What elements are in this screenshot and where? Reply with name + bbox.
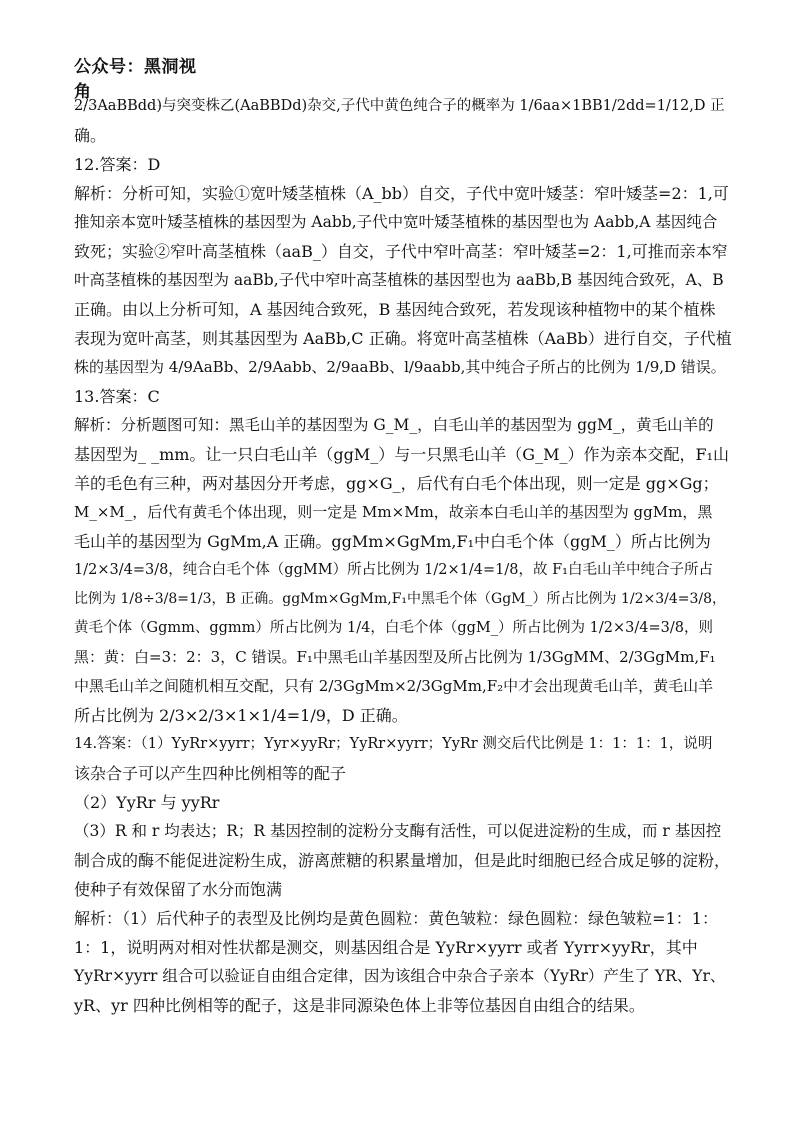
- text-line: 叶高茎植株的基因型为 aaBb,子代中窄叶高茎植株的基因型也为 aaBb,B 基因纯合致死，A、B: [74, 271, 724, 289]
- text-line: 推知亲本宽叶矮茎植株的基因型为 Aabb,子代中宽叶矮茎植株的基因型也为 Aabb,A 基因纯合: [74, 213, 718, 231]
- text-line: 正确。由以上分析可知，A 基因纯合致死，B 基因纯合致死，若发现该种植物中的某个植株: [74, 300, 716, 319]
- text-line: 中黑毛山羊之间随机相互交配，只有 2/3GgMm×2/3GgMm,F₂中才会出现黄毛山羊，黄毛山羊: [74, 677, 714, 695]
- text-line: 羊的毛色有三种，两对基因分开考虑，gg×G_，后代有白毛个体出现，则一定是 gg×Gg；: [74, 474, 719, 493]
- text-line: 表现为宽叶高茎，则其基因型为 AaBb,C 正确。将宽叶高茎植株（AaBb）进行自交，子代植: [74, 329, 732, 348]
- text-line: （3）R 和 r 均表达；R；R 基因控制的淀粉分支酶有活性，可以促进淀粉的生成，而 r 基因控: [74, 822, 722, 840]
- answer-heading-14: 14.答案：（1）YyRr×yyrr；Yyr×yyRr；YyRr×yyrr；YyRr 测交后代比例是 1：1：1：1，说明: [74, 736, 713, 752]
- text-line: 使种子有效保留了水分而饱满: [74, 880, 283, 899]
- text-line: 黄毛个体（Ggmm、ggmm）所占比例为 1/4，白毛个体（ggM_）所占比例为 1/2×3/4=3/8，则: [74, 620, 713, 636]
- text-line: 株的基因型为 4/9AaBb、2/9Aabb、2/9aaBb、l/9aabb,其中纯合子所占的比例为 1/9,D 错误。: [74, 358, 726, 376]
- text-line: 解析：（1）后代种子的表型及比例均是黄色圆粒：黄色皱粒：绿色圆粒：绿色皱粒=1：1：: [74, 909, 718, 928]
- text-line: 该杂合子可以产生四种比例相等的配子: [74, 764, 347, 783]
- text-line: 基因型为_ _mm。让一只白毛山羊（ggM_）与一只黑毛山羊（G_M_）作为亲本交配，F₁山: [74, 445, 729, 464]
- text-line: 毛山羊的基因型为 GgMm,A 正确。ggMm×GgMm,F₁中白毛个体（ggM_）所占比例为: [74, 532, 711, 551]
- text-line: 1/2×3/4=3/8，纯合白毛个体（ggMM）所占比例为 1/2×1/4=1/8，故 F₁白毛山羊中纯合子所占: [74, 562, 713, 578]
- text-line: 制合成的酶不能促进淀粉生成，游离蔗糖的积累量增加，但是此时细胞已经合成足够的淀粉，: [74, 851, 731, 870]
- text-line: 1：1，说明两对相对性状都是测交，则基因组合是 YyRr×yyrr 或者 Yyrr×yyRr，其中: [74, 938, 698, 957]
- text-line: 黑：黄：白=3：2：3，C 错误。F₁中黑毛山羊基因型及所占比例为 1/3GgMM、2/3GgMm,F₁: [74, 648, 716, 666]
- answer-heading-12: 12.答案：D: [74, 155, 161, 174]
- text-line: yR、yr 四种比例相等的配子，这是非同源染色体上非等位基因自由组合的结果。: [74, 996, 645, 1015]
- text-line: YyRr×yyrr 组合可以验证自由组合定律，因为该组合中杂合子亲本（YyRr）产生了 YR、Yr、: [74, 967, 726, 985]
- answer-text-body: [74, 92, 732, 1020]
- text-line: 2/3AaBBdd)与突变株乙(AaBBDd)杂交,子代中黄色纯合子的概率为 1/6aa×1BB1/2dd=1/12,D 正: [74, 98, 725, 114]
- text-line: （2）YyRr 与 yyRr: [74, 793, 220, 812]
- answer-heading-13: 13.答案：C: [74, 387, 160, 406]
- text-line: 所占比例为 2/3×2/3×1×1/4=1/9，D 正确。: [74, 706, 408, 725]
- text-line: 解析：分析题图可知：黑毛山羊的基因型为 G_M_，白毛山羊的基因型为 ggM_，黄毛山羊的: [74, 416, 714, 434]
- text-line: 比例为 1/8÷3/8=1/3，B 正确。ggMm×GgMm,F₁中黑毛个体（GgM_）所占比例为 1/2×3/4=3/8，: [74, 591, 727, 607]
- text-line: 致死；实验②窄叶高茎植株（aaB_）自交，子代中窄叶高茎：窄叶矮茎=2：1,可推而亲本窄: [74, 242, 728, 261]
- text-line: M_×M_，后代有黄毛个体出现，则一定是 Mm×Mm，故亲本白毛山羊的基因型为 ggMm，黑: [74, 503, 713, 521]
- watermark-text: 公众号：黑洞视角: [74, 52, 206, 106]
- text-line: 解析：分析可知，实验①宽叶矮茎植株（A_bb）自交，子代中宽叶矮茎：窄叶矮茎=2：1,可: [74, 184, 729, 203]
- text-line: 确。: [74, 126, 107, 145]
